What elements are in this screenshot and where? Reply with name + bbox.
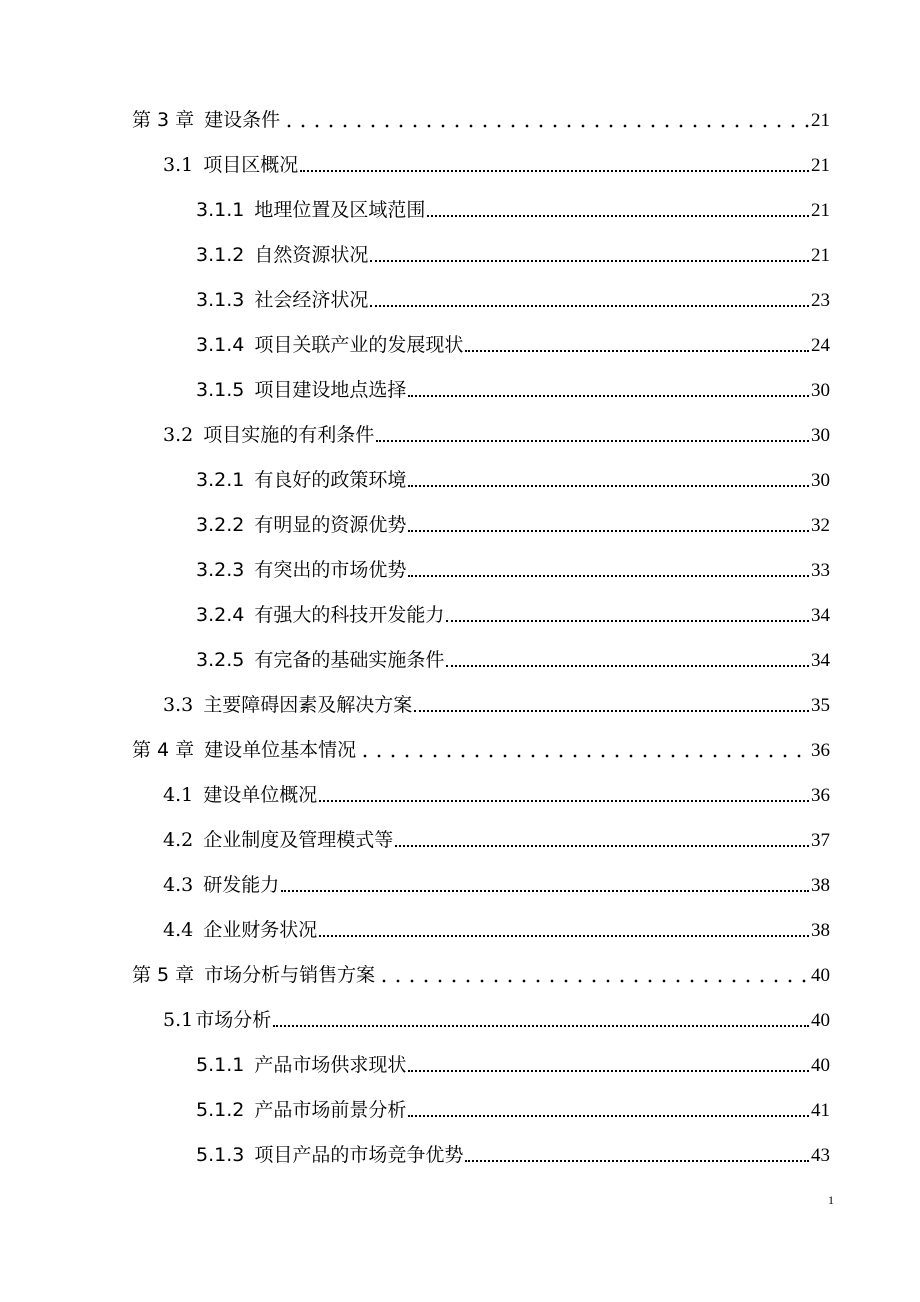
toc-dot-leader [408, 530, 809, 532]
toc-entry-title [196, 240, 368, 268]
toc-entry-number: 3.1.3 [196, 289, 245, 311]
toc-entry[interactable] [0, 268, 920, 313]
toc-entry[interactable] [0, 853, 920, 898]
toc-entry-text: 建设单位概况 [203, 784, 318, 806]
toc-entry-title [196, 195, 425, 223]
toc-entry-page: 35 [811, 695, 830, 716]
toc-entry-page: 32 [811, 515, 830, 536]
toc-entry-text: 项目区概况 [203, 154, 299, 176]
toc-entry-text: 有突出的市场优势 [254, 559, 407, 581]
toc-entry-text: 企业制度及管理模式等 [203, 829, 394, 851]
toc-entry-text: 有强大的科技开发能力 [254, 604, 445, 626]
toc-entry-title [196, 1095, 406, 1123]
toc-entry[interactable] [0, 898, 920, 943]
toc-entry[interactable] [0, 583, 920, 628]
toc-entry-title [163, 690, 412, 718]
toc-dot-leader [358, 754, 809, 758]
toc-dot-leader [408, 485, 809, 487]
toc-entry-number: 4.1 [163, 784, 194, 806]
toc-entry-text: 自然资源状况 [254, 244, 369, 266]
toc-entry-number: 4.2 [163, 829, 194, 851]
toc-dot-leader [395, 845, 809, 847]
toc-dot-leader [408, 1070, 809, 1072]
toc-entry[interactable] [0, 1033, 920, 1078]
toc-entry-title [163, 780, 317, 808]
toc-entry-page: 34 [811, 650, 830, 671]
toc-entry[interactable] [0, 538, 920, 583]
toc-entry-text: 有完备的基础实施条件 [254, 649, 445, 671]
toc-dot-leader [446, 620, 809, 622]
toc-entry[interactable] [0, 358, 920, 403]
toc-entry[interactable] [0, 178, 920, 223]
toc-entry-page: 38 [811, 875, 830, 896]
toc-entry-title [196, 600, 444, 628]
toc-entry-text: 市场分析 [195, 1009, 272, 1031]
toc-entry[interactable] [0, 493, 920, 538]
toc-entry[interactable] [0, 718, 920, 763]
toc-entry-title [196, 555, 406, 583]
toc-entry-number: 3.2 [163, 424, 194, 446]
toc-entry-title [196, 1050, 406, 1078]
toc-entry-title [132, 735, 356, 763]
toc-entry-page: 21 [811, 245, 830, 266]
toc-entry-page: 36 [811, 740, 830, 761]
toc-entry-title [163, 150, 298, 178]
toc-entry-number: 第 3 章 [132, 109, 195, 131]
toc-entry-page: 36 [811, 785, 830, 806]
toc-entry[interactable] [0, 448, 920, 493]
toc-dot-leader [319, 800, 809, 802]
toc-entry-number: 3.3 [163, 694, 194, 716]
toc-entry[interactable] [0, 943, 920, 988]
table-of-contents [0, 88, 920, 1168]
toc-entry-number: 5.1.1 [196, 1054, 245, 1076]
toc-entry-page: 37 [811, 830, 830, 851]
toc-entry-page: 30 [811, 470, 830, 491]
toc-dot-leader [282, 124, 809, 128]
toc-entry-page: 41 [811, 1100, 830, 1121]
toc-entry-text: 建设单位基本情况 [204, 739, 357, 761]
toc-entry-page: 24 [811, 335, 830, 356]
toc-dot-leader [408, 395, 809, 397]
toc-dot-leader [300, 170, 809, 172]
toc-entry[interactable] [0, 988, 920, 1033]
toc-entry-number: 3.2.2 [196, 514, 245, 536]
toc-entry-number: 5.1 [163, 1009, 194, 1031]
toc-entry-page: 21 [811, 110, 830, 131]
toc-entry-number: 5.1.2 [196, 1099, 245, 1121]
toc-entry-text: 项目关联产业的发展现状 [254, 334, 464, 356]
toc-entry[interactable] [0, 88, 920, 133]
toc-entry[interactable] [0, 628, 920, 673]
toc-entry-text: 主要障碍因素及解决方案 [203, 694, 413, 716]
toc-dot-leader [370, 305, 809, 307]
toc-entry-title [163, 420, 374, 448]
toc-entry[interactable] [0, 403, 920, 448]
toc-entry-number: 3.1.5 [196, 379, 245, 401]
toc-entry-title [196, 510, 406, 538]
toc-entry-page: 33 [811, 560, 830, 581]
toc-entry-title [132, 105, 280, 133]
toc-entry-title [196, 285, 368, 313]
toc-entry-number: 3.1.2 [196, 244, 245, 266]
toc-entry[interactable] [0, 763, 920, 808]
toc-entry-page: 21 [811, 155, 830, 176]
toc-entry-number: 3.1.1 [196, 199, 245, 221]
toc-entry-number: 4.3 [163, 874, 194, 896]
toc-entry-text: 建设条件 [204, 109, 281, 131]
toc-dot-leader [370, 260, 809, 262]
toc-entry-page: 43 [811, 1145, 830, 1166]
toc-entry-text: 企业财务状况 [203, 919, 318, 941]
toc-dot-leader [319, 935, 809, 937]
toc-dot-leader [427, 215, 809, 217]
toc-entry-text: 地理位置及区域范围 [254, 199, 426, 221]
toc-entry-number: 3.2.4 [196, 604, 245, 626]
toc-entry-number: 4.4 [163, 919, 194, 941]
toc-entry-page: 40 [811, 1010, 830, 1031]
toc-dot-leader [408, 1115, 809, 1117]
toc-dot-leader [465, 1160, 809, 1162]
toc-entry[interactable] [0, 1123, 920, 1168]
page-number: 1 [828, 1193, 834, 1207]
toc-entry-page: 30 [811, 425, 830, 446]
toc-entry[interactable] [0, 133, 920, 178]
toc-entry[interactable] [0, 223, 920, 268]
toc-entry-page: 40 [811, 1055, 830, 1076]
toc-dot-leader [281, 890, 809, 892]
toc-entry-title [163, 915, 317, 943]
toc-entry-text: 产品市场供求现状 [254, 1054, 407, 1076]
toc-dot-leader [414, 710, 809, 712]
toc-entry-text: 产品市场前景分析 [254, 1099, 407, 1121]
toc-entry-text: 有良好的政策环境 [254, 469, 407, 491]
toc-entry-number: 3.1 [163, 154, 194, 176]
toc-dot-leader [446, 665, 809, 667]
toc-entry-text: 市场分析与销售方案 [204, 964, 376, 986]
toc-entry-number: 5.1.3 [196, 1144, 245, 1166]
toc-entry-page: 30 [811, 380, 830, 401]
toc-entry-title [163, 1005, 271, 1033]
toc-dot-leader [465, 350, 809, 352]
toc-entry-title [132, 960, 375, 988]
toc-entry-title [163, 870, 279, 898]
toc-entry-number: 3.2.5 [196, 649, 245, 671]
toc-entry[interactable] [0, 1078, 920, 1123]
toc-entry-number: 3.1.4 [196, 334, 245, 356]
toc-entry-page: 38 [811, 920, 830, 941]
toc-entry-page: 23 [811, 290, 830, 311]
toc-entry-number: 第 5 章 [132, 964, 195, 986]
toc-entry[interactable] [0, 673, 920, 718]
toc-entry-text: 项目产品的市场竞争优势 [254, 1144, 464, 1166]
toc-entry-title [163, 825, 393, 853]
toc-entry-title [196, 330, 463, 358]
toc-entry-number: 第 4 章 [132, 739, 195, 761]
toc-entry-title [196, 465, 406, 493]
toc-entry-text: 社会经济状况 [254, 289, 369, 311]
toc-entry-title [196, 645, 444, 673]
toc-entry-text: 研发能力 [203, 874, 280, 896]
toc-dot-leader [377, 979, 809, 983]
toc-entry-number: 3.2.3 [196, 559, 245, 581]
toc-entry-title [196, 1140, 463, 1168]
toc-entry-number: 3.2.1 [196, 469, 245, 491]
toc-dot-leader [408, 575, 809, 577]
toc-entry[interactable] [0, 808, 920, 853]
toc-dot-leader [376, 440, 809, 442]
toc-entry-text: 有明显的资源优势 [254, 514, 407, 536]
toc-entry-title [196, 375, 406, 403]
toc-entry[interactable] [0, 313, 920, 358]
toc-dot-leader [273, 1025, 809, 1027]
toc-entry-text: 项目建设地点选择 [254, 379, 407, 401]
toc-entry-page: 40 [811, 965, 830, 986]
toc-entry-text: 项目实施的有利条件 [203, 424, 375, 446]
toc-entry-page: 34 [811, 605, 830, 626]
toc-entry-page: 21 [811, 200, 830, 221]
